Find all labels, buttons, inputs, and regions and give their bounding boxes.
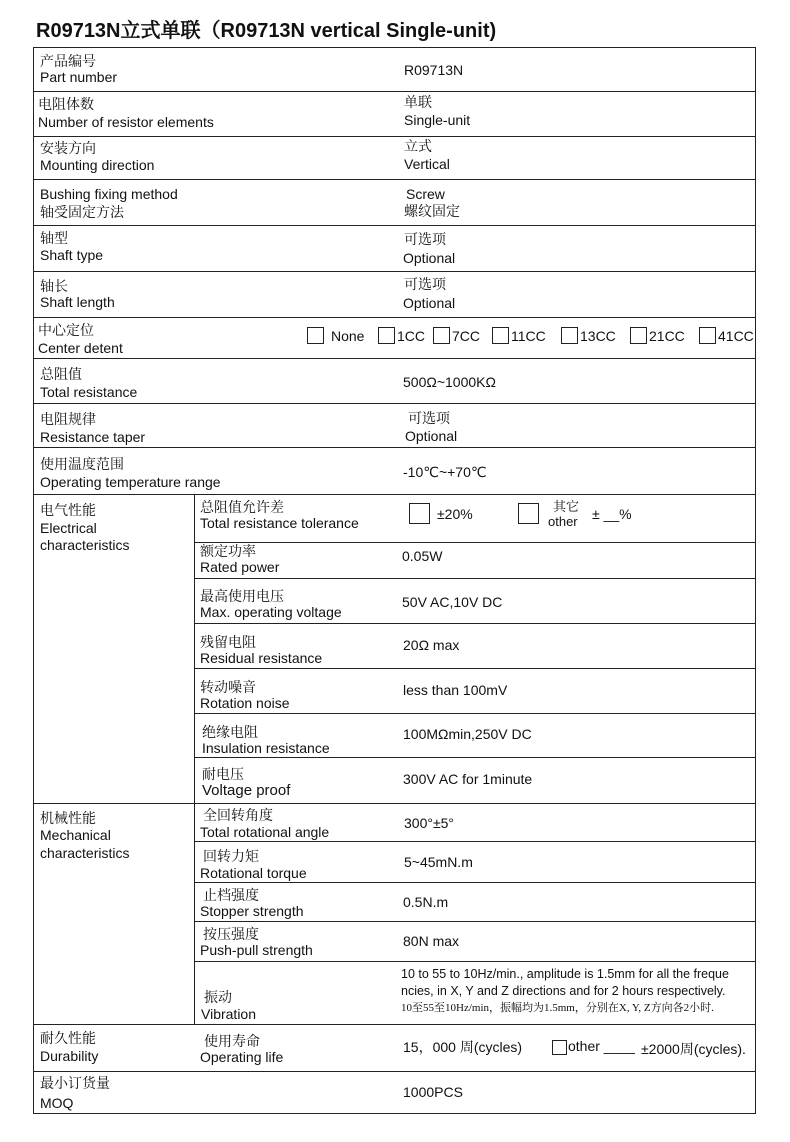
elements-value-cn: 单联 (404, 94, 432, 110)
part-number-label-en: Part number (40, 69, 118, 85)
angle-label-en: Total rotational angle (200, 824, 330, 840)
temp-label-en: Operating temperature range (40, 474, 221, 490)
residual-label-cn: 残留电阻 (200, 634, 256, 650)
shaft-length-label-en: Shaft length (40, 294, 115, 310)
shaft-type-label-cn: 轴型 (40, 230, 68, 246)
angle-label-cn: 全回转角度 (203, 807, 273, 823)
proof-label-en: Voltage proof (202, 782, 291, 799)
bushing-label-cn: 轴受固定方法 (40, 204, 124, 220)
detent-21cc-checkbox[interactable] (630, 327, 647, 344)
push-label-cn: 按压强度 (203, 926, 259, 942)
vibration-desc-line3: 10至55至10Hz/min，振幅均为1.5mm，分别在X, Y, Z方向各2小时. (401, 1002, 714, 1014)
temp-label-cn: 使用温度范围 (40, 456, 124, 472)
vibration-label-cn: 振动 (204, 989, 232, 1005)
electrical-label-cn: 电气性能 (40, 502, 96, 518)
operating-life-label-cn: 使用寿命 (204, 1033, 260, 1049)
angle-value: 300°±5° (404, 815, 455, 831)
power-value: 0.05W (402, 548, 443, 564)
total-res-label-en: Total resistance (40, 384, 138, 400)
power-label-en: Rated power (200, 559, 280, 575)
detent-41cc-label: 41CC (718, 328, 754, 344)
bushing-value-en: Screw (406, 186, 445, 202)
detent-13cc-checkbox[interactable] (561, 327, 578, 344)
shaft-type-label-en: Shaft type (40, 247, 104, 263)
taper-label-en: Resistance taper (40, 429, 146, 445)
noise-value: less than 100mV (403, 682, 508, 698)
residual-value: 20Ω max (403, 637, 460, 653)
voltage-label-cn: 最高使用电压 (200, 588, 284, 604)
moq-value: 1000PCS (403, 1084, 463, 1100)
detent-11cc-checkbox[interactable] (492, 327, 509, 344)
push-value: 80N max (403, 933, 460, 949)
operating-life-other-value: ±2000周(cycles). (641, 1041, 746, 1057)
electrical-label-en2: characteristics (40, 537, 130, 553)
tolerance-label-cn: 总阻值允许差 (200, 499, 284, 515)
detent-label-en: Center detent (38, 340, 123, 356)
shaft-length-label-cn: 轴长 (40, 278, 68, 294)
torque-label-en: Rotational torque (200, 865, 307, 881)
elements-label-en: Number of resistor elements (38, 114, 214, 130)
durability-label-cn: 耐久性能 (40, 1030, 96, 1046)
stopper-label-en: Stopper strength (200, 903, 304, 919)
torque-value: 5~45mN.m (404, 854, 473, 870)
vibration-label-en: Vibration (201, 1006, 257, 1022)
tolerance-20-label: ±20% (437, 506, 473, 522)
push-label-en: Push-pull strength (200, 942, 313, 958)
mechanical-label-en1: Mechanical (40, 827, 111, 843)
detent-7cc-label: 7CC (452, 328, 481, 344)
mechanical-label-en2: characteristics (40, 845, 130, 861)
proof-label-cn: 耐电压 (202, 766, 244, 782)
tolerance-label-en: Total resistance tolerance (200, 515, 359, 531)
total-res-label-cn: 总阻值 (40, 366, 82, 382)
detent-label-cn: 中心定位 (38, 322, 94, 338)
shaft-type-value-en: Optional (403, 250, 456, 266)
total-res-value: 500Ω~1000KΩ (403, 374, 496, 390)
noise-label-cn: 转动噪音 (200, 679, 256, 695)
operating-life-other-label: other ____ (568, 1038, 635, 1054)
bushing-label-en: Bushing fixing method (40, 186, 178, 202)
tolerance-other-cn: 其它 (553, 499, 580, 514)
mechanical-label-cn: 机械性能 (40, 810, 96, 826)
mounting-value-cn: 立式 (404, 138, 432, 154)
part-number-label-cn: 产品编号 (40, 53, 96, 69)
detent-41cc-checkbox[interactable] (699, 327, 716, 344)
mounting-label-cn: 安装方向 (40, 140, 96, 156)
taper-label-cn: 电阻规律 (40, 411, 96, 427)
bushing-value-cn: 螺纹固定 (404, 203, 460, 219)
tolerance-20-checkbox[interactable] (409, 503, 430, 524)
shaft-length-value-cn: 可选项 (404, 276, 446, 292)
part-number-value: R09713N (404, 62, 464, 78)
tolerance-other-value: ± __% (592, 506, 632, 522)
taper-value-en: Optional (405, 428, 458, 444)
detent-1cc-checkbox[interactable] (378, 327, 395, 344)
tolerance-other-en: other (548, 514, 578, 529)
detent-none-checkbox[interactable] (307, 327, 324, 344)
vibration-desc-line2: ncies, in X, Y and Z directions and for 2 hours respectively. (401, 984, 726, 998)
power-label-cn: 额定功率 (200, 543, 256, 559)
operating-life-value: 15，000 周(cycles) (403, 1039, 523, 1055)
temp-value: -10℃~+70℃ (403, 464, 487, 480)
torque-label-cn: 回转力矩 (203, 848, 259, 864)
stopper-label-cn: 止档强度 (203, 887, 259, 903)
insulation-label-cn: 绝缘电阻 (202, 724, 258, 740)
detent-1cc-label: 1CC (397, 328, 426, 344)
vibration-desc-line1: 10 to 55 to 10Hz/min., amplitude is 1.5mm for all the freque (401, 967, 729, 981)
elements-label-cn: 电阻体数 (38, 96, 94, 112)
electrical-label-en1: Electrical (40, 520, 97, 536)
insulation-value: 100MΩmin,250V DC (403, 726, 532, 742)
page-title: R09713N立式单联（R09713N vertical Single-unit) (36, 20, 497, 42)
moq-label-en: MOQ (40, 1095, 74, 1111)
detent-7cc-checkbox[interactable] (433, 327, 450, 344)
mounting-label-en: Mounting direction (40, 157, 155, 173)
insulation-label-en: Insulation resistance (202, 740, 330, 756)
stopper-value: 0.5N.m (403, 894, 449, 910)
operating-life-label-en: Operating life (200, 1049, 284, 1065)
residual-label-en: Residual resistance (200, 650, 323, 666)
moq-label-cn: 最小订货量 (40, 1075, 110, 1091)
spec-table (33, 47, 756, 1114)
elements-value-en: Single-unit (404, 112, 471, 128)
proof-value: 300V AC for 1minute (403, 771, 533, 787)
detent-none-label: None (331, 328, 365, 344)
voltage-label-en: Max. operating voltage (200, 604, 342, 620)
operating-life-other-checkbox[interactable] (552, 1040, 567, 1055)
tolerance-other-checkbox[interactable] (518, 503, 539, 524)
detent-13cc-label: 13CC (580, 328, 616, 344)
detent-21cc-label: 21CC (649, 328, 685, 344)
durability-label-en: Durability (40, 1048, 99, 1064)
voltage-value: 50V AC,10V DC (402, 594, 503, 610)
detent-11cc-label: 11CC (511, 328, 546, 344)
mounting-value-en: Vertical (404, 156, 450, 172)
taper-value-cn: 可选项 (408, 410, 450, 426)
shaft-type-value-cn: 可选项 (404, 231, 446, 247)
shaft-length-value-en: Optional (403, 295, 456, 311)
noise-label-en: Rotation noise (200, 695, 290, 711)
